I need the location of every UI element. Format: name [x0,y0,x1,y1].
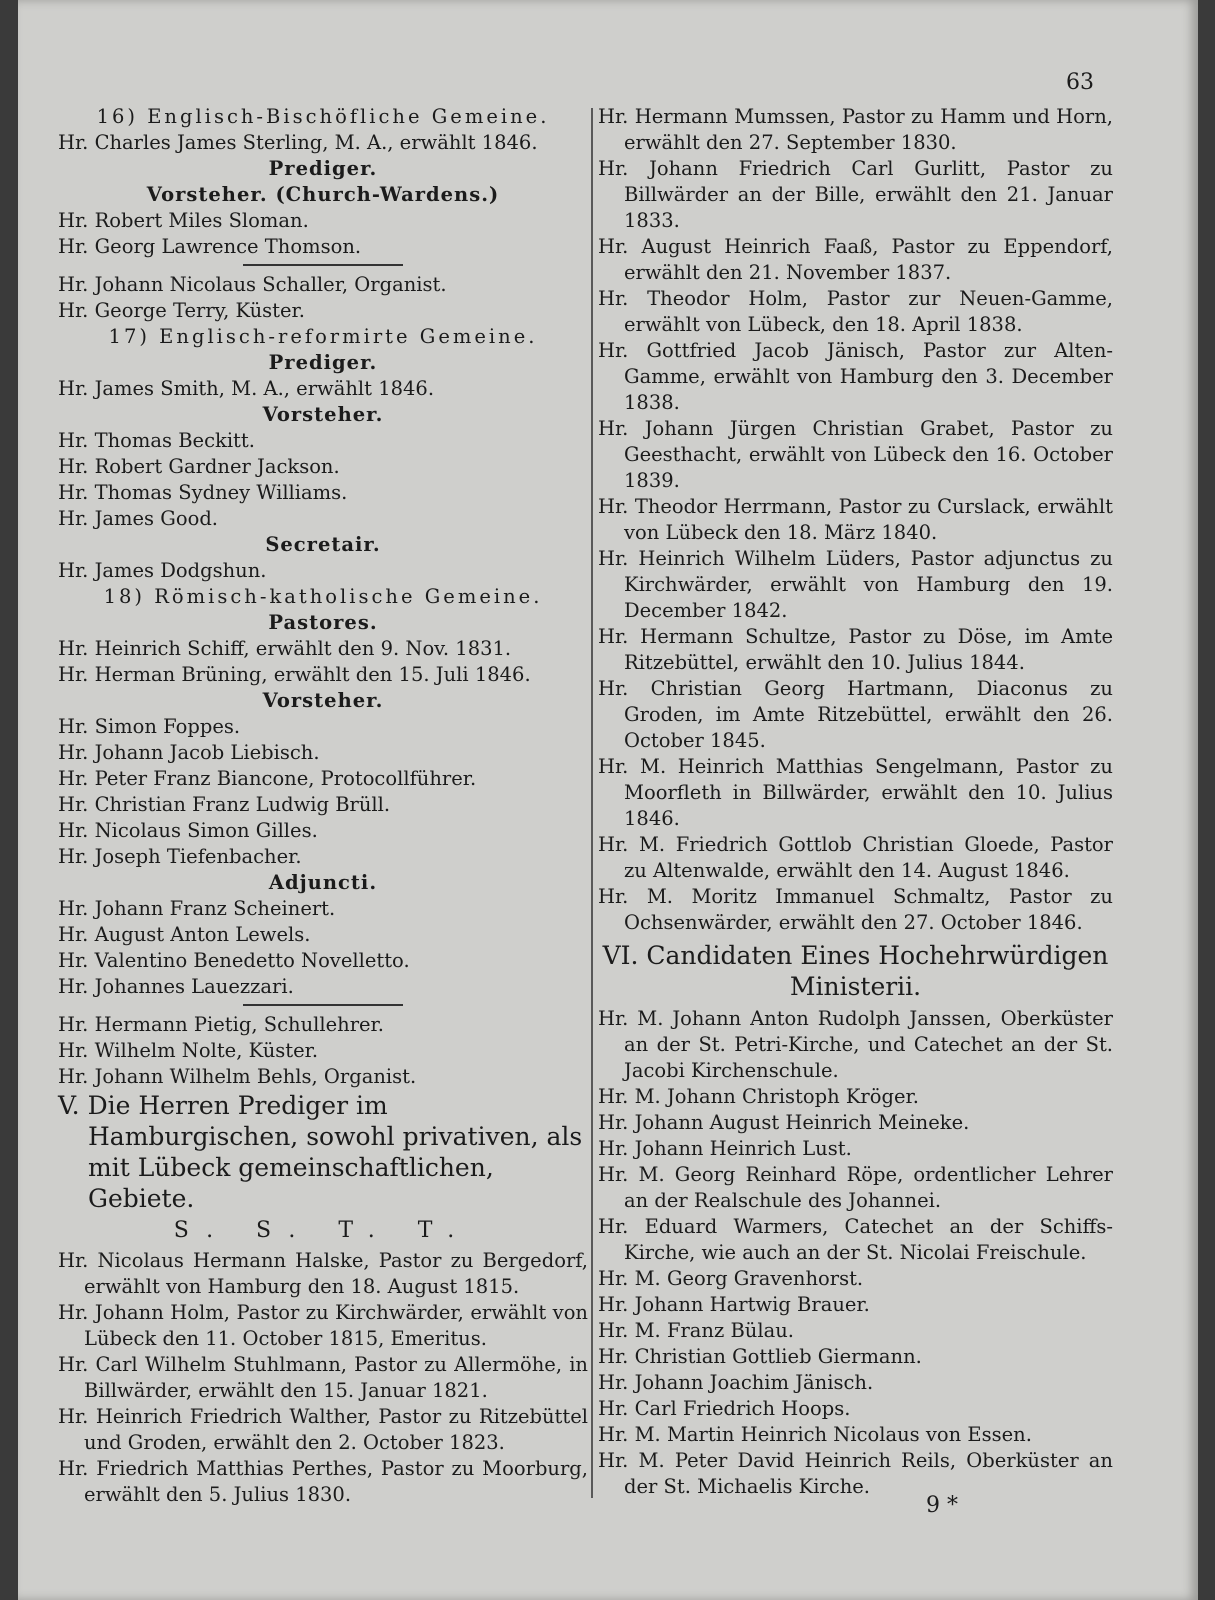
section-17-heading: 17) Englisch-reformirte Gemeine. [108,325,538,348]
entry: Hr. Johann Jürgen Christian Grabet, Pastor zu Geesthacht, erwählt von Lübeck den 16. October 1839. [598,417,1113,492]
entry: Hr. Johann Heinrich Lust. [598,1137,852,1160]
entry: Hr. August Heinrich Faaß, Pastor zu Eppendorf, erwählt den 21. November 1837. [598,235,1113,284]
entry: Hr. Robert Gardner Jackson. [58,455,340,478]
entry: Hr. M. Franz Bülau. [598,1319,794,1342]
entry: Hr. Hermann Mumssen, Pastor zu Hamm und Horn, erwählt den 27. September 1830. [598,105,1113,154]
entry: Hr. Johann Jacob Liebisch. [58,741,320,764]
column-divider [591,108,593,1498]
entry: Hr. Johann Friedrich Carl Gurlitt, Pastor zu Billwärder an der Bille, erwählt den 21. Januar 1833. [598,157,1113,232]
page-number: 63 [1066,70,1094,95]
entry: Hr. Valentino Benedetto Novelletto. [58,949,410,972]
entry: Hr. Christian Gottlieb Giermann. [598,1345,922,1368]
entry: Hr. M. Johann Anton Rudolph Janssen, Oberküster an der St. Petri-Kirche, und Catechet an der St. Jacobi Kirchenschule. [598,1007,1113,1082]
entry: Hr. Robert Miles Sloman. [58,209,309,232]
entry: Hr. Heinrich Schiff, erwählt den 9. Nov. 1831. [58,637,512,660]
section-16-heading: 16) Englisch-Bischöfliche Gemeine. [96,105,550,128]
entry: Hr. Johannes Lauezzari. [58,975,294,998]
entry: Hr. Johann Hartwig Brauer. [598,1293,870,1316]
entry: Hr. Hermann Schultze, Pastor zu Döse, im Amte Ritzebüttel, erwählt den 10. Julius 1844. [598,625,1113,674]
entry: Hr. Georg Lawrence Thomson. [58,235,362,258]
entry: Hr. Johann Franz Scheinert. [58,897,336,920]
entry: Hr. M. Friedrich Gottlob Christian Gloede, Pastor zu Altenwalde, erwählt den 14. August 1846. [598,833,1113,882]
entry: Hr. M. Johann Christoph Kröger. [598,1085,919,1108]
entry: Hr. Christian Franz Ludwig Brüll. [58,793,391,816]
entry: Hr. Johann August Heinrich Meineke. [598,1111,970,1134]
entry: Hr. Theodor Herrmann, Pastor zu Curslack, erwählt von Lübeck den 18. März 1840. [598,495,1113,544]
sstt-line: S. S. T. T. [173,1218,473,1243]
entry: Hr. Theodor Holm, Pastor zur Neuen-Gamme, erwählt von Lübeck, den 18. April 1838. [598,287,1113,336]
entry: Hr. Gottfried Jacob Jänisch, Pastor zur Alten-Gamme, erwählt von Hamburg den 3. December 1838. [598,339,1113,414]
entry: Hr. Simon Foppes. [58,715,241,738]
entry: Hr. Joseph Tiefenbacher. [58,845,302,868]
subheading-vorsteher: Vorsteher. [262,403,384,426]
entry: Hr. Johann Nicolaus Schaller, Organist. [58,273,447,296]
document-page [18,0,1198,1600]
entry: Hr. Hermann Pietig, Schullehrer. [58,1013,384,1036]
section-5-heading: V. Die Herren Prediger im Hamburgischen, sowohl privativen, als mit Lübeck gemeinschaftlichen, Gebiete. [58,1091,583,1213]
entry: Hr. Heinrich Friedrich Walther, Pastor zu Ritzebüttel und Groden, erwählt den 2. October 1823. [58,1405,588,1454]
entry: Hr. Herman Brüning, erwählt den 15. Juli 1846. [58,663,531,686]
section-6-heading: VI. Candidaten Eines Hochehrwürdigen Ministerii. [602,941,1109,1001]
signature-mark: 9 * [926,1493,958,1518]
subheading-prediger: Prediger. [268,157,378,180]
entry: Hr. Peter Franz Biancone, Protocollführer. [58,767,477,790]
section-18-heading: 18) Römisch-katholische Gemeine. [103,585,543,608]
entry: Hr. Nicolaus Simon Gilles. [58,819,318,842]
subheading-secretair: Secretair. [265,533,381,556]
entry: Hr. Thomas Beckitt. [58,429,255,452]
entry: Hr. Thomas Sydney Williams. [58,481,348,504]
entry: Hr. Eduard Warmers, Catechet an der Schiffs-Kirche, wie auch an der St. Nicolai Freischule. [598,1215,1113,1264]
subheading-prediger: Prediger. [268,351,378,374]
divider-rule [243,1004,403,1006]
entry: Hr. George Terry, Küster. [58,299,305,322]
entry: Hr. Friedrich Matthias Perthes, Pastor zu Moorburg, erwählt den 5. Julius 1830. [58,1457,588,1506]
entry: Hr. Johann Wilhelm Behls, Organist. [58,1065,417,1088]
entry: Hr. M. Georg Reinhard Röpe, ordentlicher Lehrer an der Realschule des Johannei. [598,1163,1113,1212]
right-column [598,104,1113,1500]
entry: Hr. James Dodgshun. [58,559,267,582]
subheading-pastores: Pastores. [268,611,378,634]
entry: Hr. Nicolaus Hermann Halske, Pastor zu Bergedorf, erwählt von Hamburg den 18. August 1815. [58,1249,588,1298]
subheading-vorsteher: Vorsteher. (Church-Wardens.) [146,183,500,206]
subheading-vorsteher: Vorsteher. [262,689,384,712]
entry: Hr. Heinrich Wilhelm Lüders, Pastor adjunctus zu Kirchwärder, erwählt von Hamburg den 19. December 1842. [598,547,1113,622]
divider-rule [243,264,403,266]
entry: Hr. M. Martin Heinrich Nicolaus von Essen. [598,1423,1032,1446]
entry: Hr. M. Georg Gravenhorst. [598,1267,864,1290]
entry: Hr. Carl Wilhelm Stuhlmann, Pastor zu Allermöhe, in Billwärder, erwählt den 15. Januar 1821. [58,1353,588,1402]
entry: Hr. James Good. [58,507,218,530]
entry: Hr. M. Heinrich Matthias Sengelmann, Pastor zu Moorfleth in Billwärder, erwählt den 10. Julius 1846. [598,755,1113,830]
left-column [58,104,588,1508]
entry: Hr. August Anton Lewels. [58,923,311,946]
entry: Hr. Carl Friedrich Hoops. [598,1397,851,1420]
entry: Hr. James Smith, M. A., erwählt 1846. [58,377,435,400]
entry: Hr. Johann Holm, Pastor zu Kirchwärder, erwählt von Lübeck den 11. October 1815, Emeritus. [58,1301,588,1350]
entry: Hr. M. Moritz Immanuel Schmaltz, Pastor zu Ochsenwärder, erwählt den 27. October 1846. [598,885,1113,934]
entry: Hr. Johann Joachim Jänisch. [598,1371,874,1394]
subheading-adjuncti: Adjuncti. [268,871,378,894]
entry: Hr. M. Peter David Heinrich Reils, Oberküster an der St. Michaelis Kirche. [598,1449,1113,1498]
entry: Hr. Christian Georg Hartmann, Diaconus zu Groden, im Amte Ritzebüttel, erwählt den 26. October 1845. [598,677,1113,752]
entry: Hr. Wilhelm Nolte, Küster. [58,1039,319,1062]
entry: Hr. Charles James Sterling, M. A., erwählt 1846. [58,131,538,154]
